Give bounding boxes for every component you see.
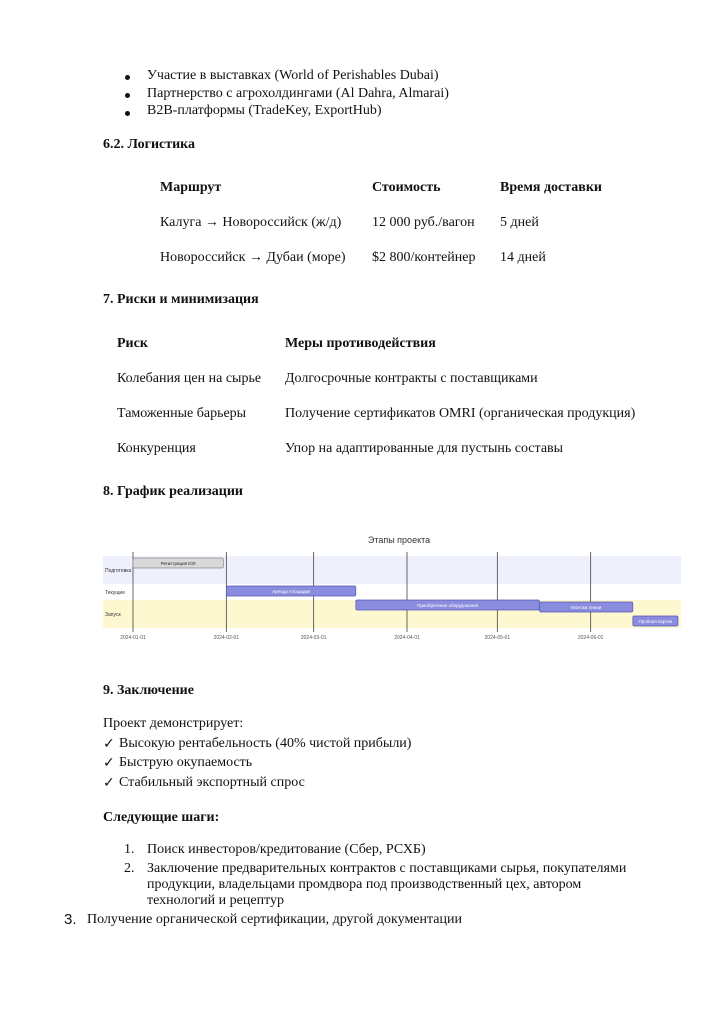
table-header: Время доставки [500, 180, 602, 195]
table-cell: 5 дней [500, 215, 539, 230]
list-number: 1. [124, 842, 135, 857]
table-cell: Калуга → Новороссийск (ж/д) [160, 215, 342, 230]
x-tick-label: 2024-02-01 [213, 635, 240, 640]
section-band [103, 584, 681, 600]
list-item: Получение органической сертификации, другой документации [87, 912, 462, 927]
table-cell: Таможенные барьеры [117, 406, 247, 421]
list-item: Заключение предварительных контрактов с поставщиками сырья, покупателями [147, 861, 627, 876]
bullet-dot [125, 111, 130, 116]
gantt-bar-label: Приобретение оборудования [417, 603, 479, 608]
list-number: 3. [64, 911, 77, 928]
table-header: Маршрут [160, 180, 222, 195]
section-heading-risks: 7. Риски и минимизация [103, 292, 259, 307]
section-label: Подготовка [105, 568, 132, 574]
list-item: Участие в выставках (World of Perishables Dubai) [147, 68, 439, 83]
section-heading-schedule: 8. График реализации [103, 484, 243, 499]
x-tick-label: 2024-06-01 [577, 635, 604, 640]
table-cell: $2 800/контейнер [372, 250, 476, 265]
x-tick-label: 2024-01-01 [120, 635, 146, 640]
gantt-bar-label: Пробная партия [638, 619, 673, 624]
section-heading-conclusion: 9. Заключение [103, 683, 194, 698]
table-header: Меры противодействия [285, 336, 436, 351]
check-icon: ✓ [103, 775, 115, 791]
x-tick-label: 2024-04-01 [394, 635, 420, 640]
table-cell: Упор на адаптированные для пустынь составы [285, 441, 564, 456]
check-icon: ✓ [103, 736, 115, 752]
conclusion-intro: Проект демонстрирует: [103, 716, 244, 731]
bullet-dot [125, 93, 130, 98]
list-item-continued: технологий и рецептур [147, 893, 285, 908]
x-tick-label: 2024-05-01 [484, 635, 511, 640]
table-cell: Конкуренция [117, 441, 196, 456]
list-item: B2B-платформы (TradeKey, ExportHub) [147, 103, 382, 118]
conclusion-point: Быструю окупаемость [119, 755, 253, 770]
conclusion-point: Высокую рентабельность (40% чистой прибыли) [119, 736, 412, 751]
chart-title: Этапы проекта [367, 535, 431, 545]
list-item: Поиск инвесторов/кредитование (Сбер, РСХБ) [147, 842, 426, 857]
table-cell: 14 дней [500, 250, 546, 265]
table-cell: Новороссийск → Дубаи (море) [160, 250, 346, 265]
check-icon: ✓ [103, 755, 115, 771]
section-label: Запуск [105, 612, 121, 618]
table-header: Риск [117, 336, 148, 351]
list-number: 2. [124, 861, 135, 876]
list-item-continued: продукции, владельцами промдвора под производственный цех, автором [147, 877, 582, 892]
gantt-bar-label: Аренда площадки [272, 589, 310, 594]
table-cell: Получение сертификатов OMRI (органическая продукция) [285, 406, 636, 421]
gantt-bar-label: Монтаж линии [571, 605, 602, 610]
conclusion-point: Стабильный экспортный спрос [119, 775, 305, 790]
x-tick-label: 2024-03-01 [300, 635, 327, 640]
gantt-chart [103, 528, 681, 640]
table-cell: Колебания цен на сырье [117, 371, 262, 386]
section-heading-logistics: 6.2. Логистика [103, 137, 196, 152]
section-label: Текущие [105, 590, 125, 596]
bullet-dot [125, 75, 130, 80]
gantt-bar-label: Регистрация ЮЛ [160, 561, 196, 566]
table-header: Стоимость [372, 180, 441, 195]
table-cell: Долгосрочные контракты с поставщиками [285, 371, 538, 386]
table-cell: 12 000 руб./вагон [372, 215, 475, 230]
section-heading-next-steps: Следующие шаги: [103, 810, 220, 825]
list-item: Партнерство с агрохолдингами (Al Dahra, Almarai) [147, 86, 449, 101]
